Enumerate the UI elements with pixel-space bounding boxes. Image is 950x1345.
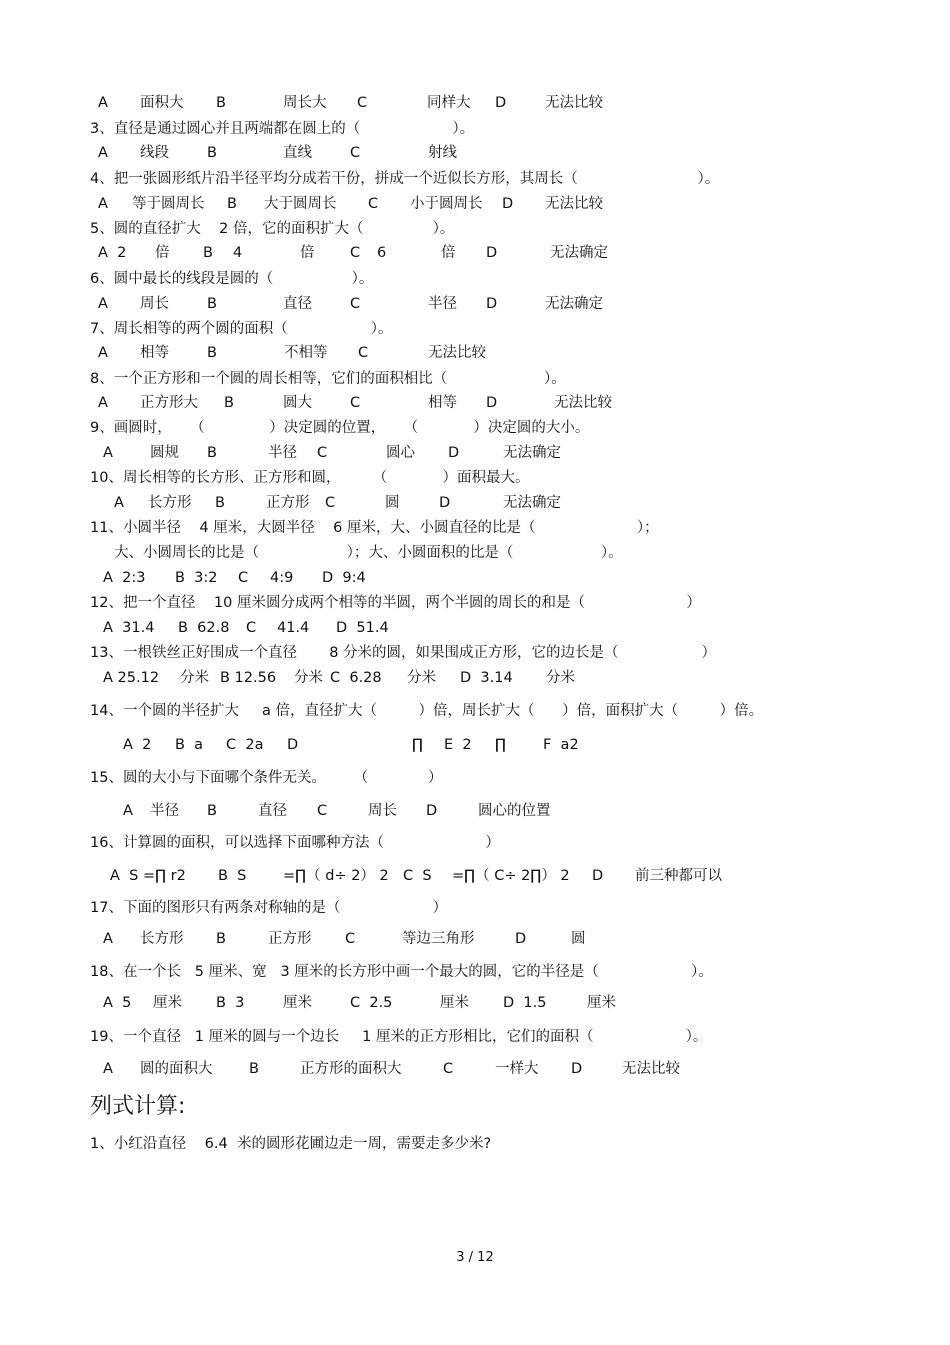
text-segment: D (486, 296, 498, 312)
text-segment: 7、周长相等的两个圆的面积（ ）。 (90, 321, 393, 337)
text-segment: 6、圆中最长的线段是圆的（ ）。 (90, 271, 374, 287)
text-segment: A 2 (98, 245, 127, 261)
text-segment: C (325, 495, 336, 511)
text-segment: C 2a (226, 737, 264, 753)
text-segment: 相等 (428, 395, 457, 411)
text-segment: 无法确定 (545, 296, 603, 312)
text-segment: 圆规 (150, 445, 179, 461)
text-segment: 10、周长相等的长方形、正方形和圆， （ ）面积最大。 (90, 470, 530, 486)
text-segment: 正方形 (266, 495, 310, 511)
text-segment: 倍 (155, 245, 170, 261)
text-segment: D (495, 95, 507, 111)
text-segment: A 31.4 (103, 620, 155, 636)
text-segment: 无法比较 (545, 196, 603, 212)
text-segment: B (249, 1061, 259, 1077)
text-segment: 厘米 (153, 995, 182, 1011)
text-segment: 正方形的面积大 (300, 1061, 402, 1077)
text-segment: 倍 (441, 245, 456, 261)
text-segment: 等边三角形 (402, 931, 475, 947)
text-segment: =∏（ C÷ 2∏） 2 (452, 868, 570, 884)
text-segment: D (486, 395, 498, 411)
text-segment: E 2 (444, 737, 472, 753)
text-segment: 线段 (140, 145, 169, 161)
text-segment: 12、把一个直径 10 厘米圆分成两个相等的半圆，两个半圆的周长的和是（ ） (90, 595, 701, 611)
text-segment: 长方形 (140, 931, 184, 947)
text-segment: 8、一个正方形和一个圆的周长相等，它们的面积相比（ ）。 (90, 371, 566, 387)
text-segment: 圆 (571, 931, 586, 947)
text-segment: D (515, 931, 527, 947)
text-segment: B (207, 803, 217, 819)
text-segment: A (98, 395, 108, 411)
text-segment: 大、小圆周长的比是（ ）；大、小圆面积的比是（ ）。 (114, 545, 623, 561)
text-segment: 4 (233, 245, 243, 261)
text-segment: A (103, 1061, 113, 1077)
text-segment: A 5 (103, 995, 132, 1011)
text-segment: 无法确定 (550, 245, 608, 261)
text-segment: 大于圆周长 (264, 196, 337, 212)
text-segment: 直径 (283, 296, 312, 312)
text-segment: B 3:2 (175, 570, 218, 586)
text-segment: B (216, 931, 226, 947)
text-segment: A (98, 196, 108, 212)
text-segment: B (216, 95, 226, 111)
text-segment: 射线 (428, 145, 457, 161)
text-segment: 无法比较 (545, 95, 603, 111)
text-segment: B (207, 445, 217, 461)
text-segment: A 2 (123, 737, 152, 753)
text-segment: D (287, 737, 299, 753)
text-segment: C (358, 345, 369, 361)
text-segment: A (103, 445, 113, 461)
text-segment: D (448, 445, 460, 461)
text-segment: 厘米 (587, 995, 616, 1011)
text-segment: 11、小圆半径 4 厘米，大圆半径 6 厘米，大、小圆直径的比是（ ）； (90, 520, 659, 536)
text-segment: D (502, 196, 514, 212)
text-segment: 前三种都可以 (635, 868, 722, 884)
text-segment: C (368, 196, 379, 212)
text-segment: 14、一个圆的半径扩大 a 倍，直径扩大（ ）倍，周长扩大（ ）倍，面积扩大（ ）倍。 (90, 703, 764, 719)
text-segment: A 2:3 (103, 570, 146, 586)
text-segment: 无法比较 (554, 395, 612, 411)
text-segment: C (350, 245, 361, 261)
text-segment: C (357, 95, 368, 111)
text-segment: 圆心 (386, 445, 415, 461)
text-segment: D (439, 495, 451, 511)
text-segment: 圆大 (283, 395, 312, 411)
text-segment: B (227, 196, 237, 212)
text-segment: D 9:4 (322, 570, 366, 586)
text-segment: D (426, 803, 438, 819)
text-segment: 厘米 (440, 995, 469, 1011)
text-segment: C (246, 620, 257, 636)
text-segment: 5、圆的直径扩大 2 倍，它的面积扩大（ ）。 (90, 221, 455, 237)
text-segment: B 12.56 (220, 670, 277, 686)
text-segment: C 6.28 (330, 670, 382, 686)
text-segment: 正方形大 (140, 395, 198, 411)
text-segment: 3、直径是通过圆心并且两端都在圆上的（ ）。 (90, 121, 475, 137)
text-segment: 同样大 (427, 95, 471, 111)
text-segment: A (98, 145, 108, 161)
text-segment: C (350, 145, 361, 161)
text-segment: 无法确定 (503, 445, 561, 461)
text-segment: F a2 (543, 737, 579, 753)
text-segment: 一样大 (495, 1061, 539, 1077)
text-segment: 4、把一张圆形纸片沿半径平均分成若干份，拼成一个近似长方形，其周长（ ）。 (90, 171, 720, 187)
text-segment: 无法比较 (622, 1061, 680, 1077)
text-segment: 周长 (368, 803, 397, 819)
text-segment: 圆心的位置 (478, 803, 551, 819)
text-segment: 厘米 (283, 995, 312, 1011)
text-segment: =∏（ d÷ 2） 2 (283, 868, 389, 884)
text-segment: C (350, 296, 361, 312)
text-segment: C (443, 1061, 454, 1077)
text-segment: A (103, 931, 113, 947)
text-segment: 直径 (258, 803, 287, 819)
text-segment: A (123, 803, 133, 819)
text-segment: 无法确定 (503, 495, 561, 511)
text-segment: B a (175, 737, 204, 753)
page-number: 3 / 12 (456, 1250, 494, 1265)
section-heading: 列式计算: (90, 1094, 186, 1119)
text-segment: 圆 (385, 495, 400, 511)
text-segment: B (207, 296, 217, 312)
text-segment: A 25.12 (103, 670, 160, 686)
text-segment: D (486, 245, 498, 261)
problem-1-text: 1、小红沿直径 6.4 米的圆形花圃边走一周，需要走多少米? (90, 1136, 492, 1152)
text-segment: ∏ (412, 737, 423, 753)
text-segment: A (98, 95, 108, 111)
text-segment: C (317, 803, 328, 819)
text-segment: 4:9 (270, 570, 294, 586)
text-segment: 半径 (428, 296, 457, 312)
text-segment: 半径 (150, 803, 179, 819)
text-segment: B 3 (216, 995, 245, 1011)
text-segment: 圆的面积大 (140, 1061, 213, 1077)
text-segment: 9、画圆时， （ ）决定圆的位置， （ ）决定圆的大小。 (90, 420, 590, 436)
text-segment: 分米 (407, 670, 436, 686)
text-segment: 直线 (283, 145, 312, 161)
text-segment: A (98, 296, 108, 312)
text-segment: B (207, 345, 217, 361)
text-segment: 分米 (294, 670, 323, 686)
text-segment: C (238, 570, 249, 586)
text-segment: 6 (377, 245, 387, 261)
text-segment: D 51.4 (336, 620, 389, 636)
text-segment: 分米 (180, 670, 209, 686)
text-segment: 41.4 (277, 620, 310, 636)
text-segment: C (345, 931, 356, 947)
text-segment: B S (218, 868, 247, 884)
text-segment: ∏ (495, 737, 506, 753)
text-segment: 周长大 (283, 95, 327, 111)
text-segment: 16、计算圆的面积，可以选择下面哪种方法（ ） (90, 835, 500, 851)
text-segment: D 1.5 (503, 995, 547, 1011)
text-segment: C S (403, 868, 432, 884)
text-segment: C 2.5 (350, 995, 393, 1011)
text-segment: 长方形 (148, 495, 192, 511)
text-segment: B 62.8 (178, 620, 230, 636)
text-segment: 倍 (300, 245, 315, 261)
text-segment: B (207, 145, 217, 161)
text-segment: C (317, 445, 328, 461)
problem-1 (0, 1132, 492, 1156)
text-segment: 15、圆的大小与下面哪个条件无关。 （ ） (90, 770, 443, 786)
text-segment: 小于圆周长 (410, 196, 483, 212)
text-segment: 13、一根铁丝正好围成一个直径 8 分米的圆，如果围成正方形，它的边长是（ ） (90, 645, 717, 661)
text-segment: C (350, 395, 361, 411)
text-segment: 等于圆周长 (132, 196, 205, 212)
text-segment: B (215, 495, 225, 511)
text-segment: 无法比较 (428, 345, 486, 361)
text-segment: A S =∏ r2 (110, 868, 186, 884)
text-segment: 18、在一个长 5 厘米、宽 3 厘米的长方形中画一个最大的圆，它的半径是（ ）。 (90, 964, 713, 980)
text-segment: B (224, 395, 234, 411)
text-segment: D (592, 868, 604, 884)
text-segment: 相等 (140, 345, 169, 361)
text-segment: B (203, 245, 213, 261)
text-segment: 17、下面的图形只有两条对称轴的是（ ） (90, 900, 448, 916)
text-segment: 半径 (268, 445, 297, 461)
text-segment: 周长 (140, 296, 169, 312)
text-segment: D (571, 1061, 583, 1077)
text-segment: 不相等 (284, 345, 328, 361)
text-segment: 面积大 (140, 95, 184, 111)
text-segment: A (98, 345, 108, 361)
text-segment: 19、一个直径 1 厘米的圆与一个边长 1 厘米的正方形相比，它们的面积（ ）。 (90, 1029, 708, 1045)
text-segment: A (114, 495, 124, 511)
text-segment: 正方形 (268, 931, 312, 947)
text-segment: D 3.14 (460, 670, 513, 686)
text-segment: 分米 (546, 670, 575, 686)
